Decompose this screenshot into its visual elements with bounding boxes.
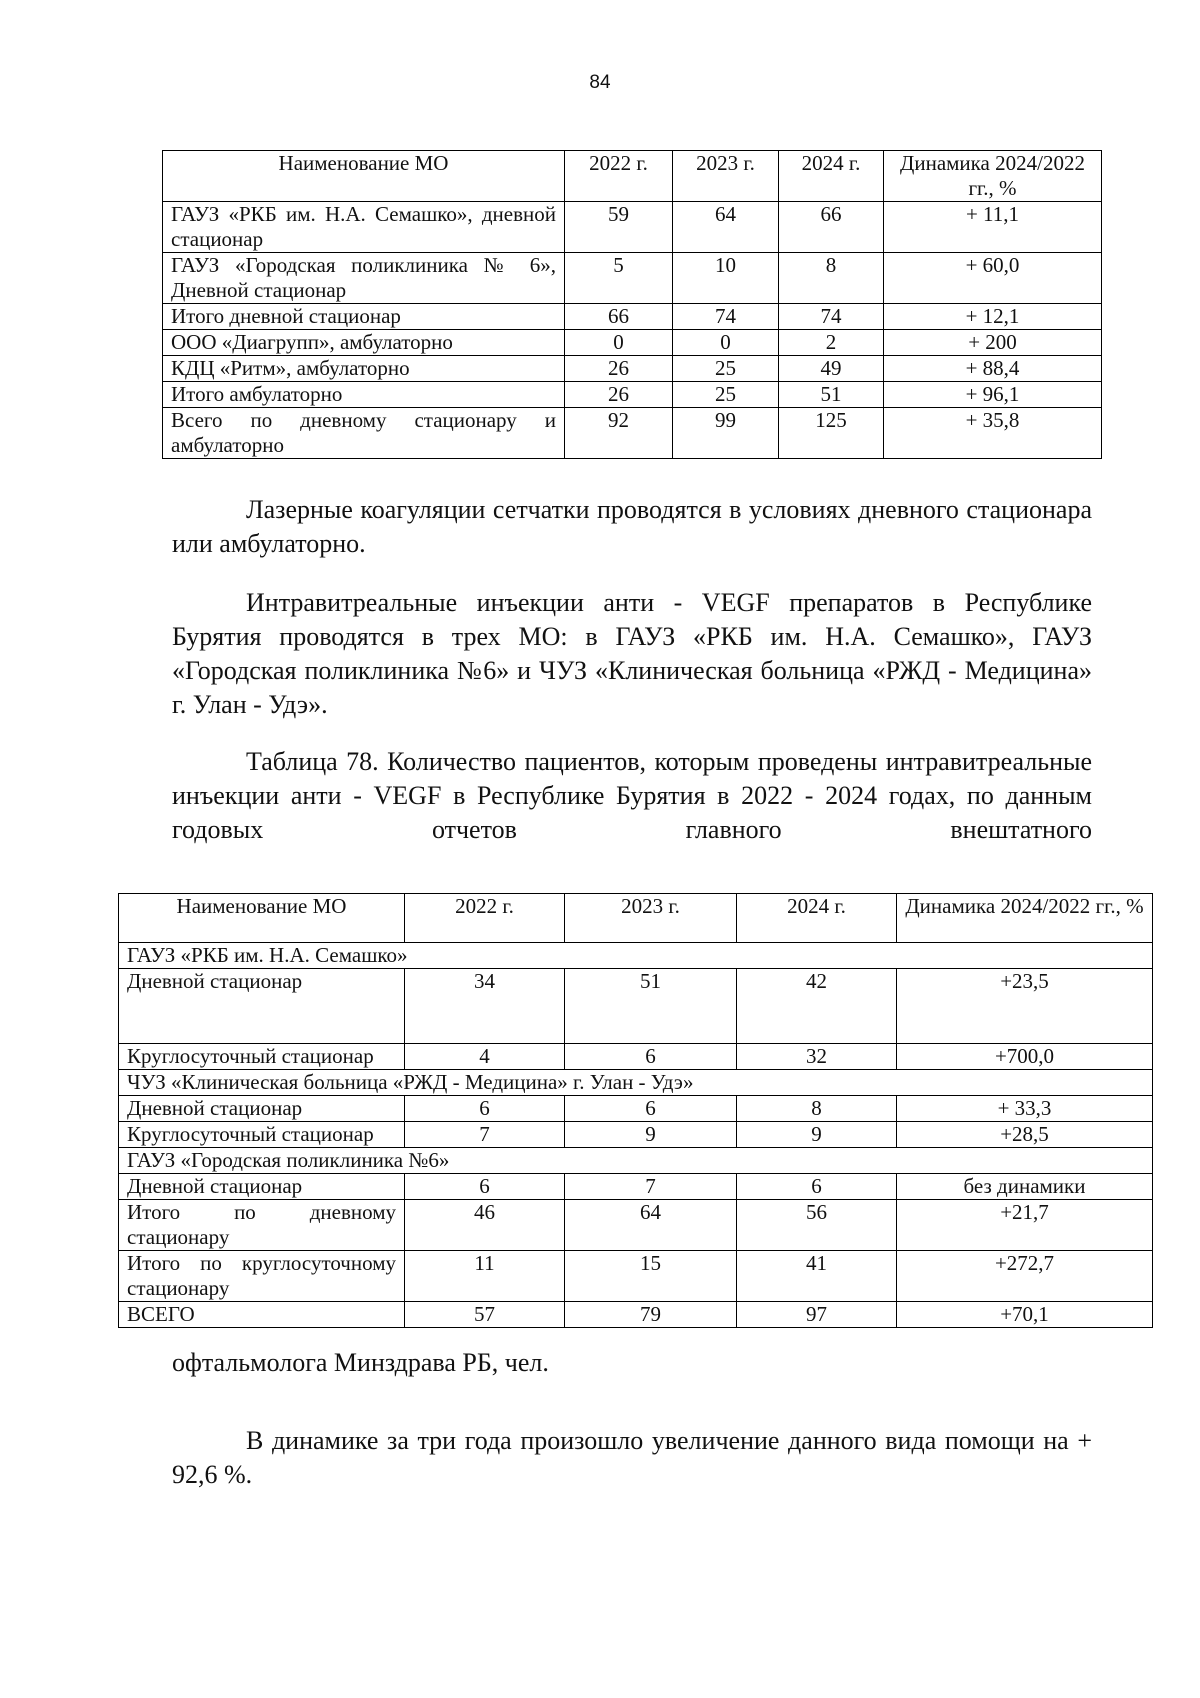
cell-2024: 42 [737, 969, 897, 1044]
cell-2024: 51 [779, 382, 884, 408]
cell-2022: 4 [405, 1044, 565, 1070]
paragraph-dynamics: В динамике за три года произошло увеличение данного вида помощи на + 92,6 %. [172, 1426, 1092, 1489]
row-name: ГАУЗ «Городская поликлиника № 6», Дневной стационар [163, 253, 565, 304]
cell-2024: 97 [737, 1302, 897, 1328]
row-name: КДЦ «Ритм», амбулаторно [163, 356, 565, 382]
cell-2022: 6 [405, 1174, 565, 1200]
col-header-2022: 2022 г. [405, 894, 565, 943]
table-row [119, 1174, 1153, 1200]
table-header-row [119, 894, 1153, 943]
table-row [163, 330, 1102, 356]
cell-2023: 64 [565, 1200, 737, 1251]
cell-2024: 49 [779, 356, 884, 382]
col-header-2024: 2024 г. [737, 894, 897, 943]
cell-2022: 59 [565, 202, 673, 253]
row-name: Всего по дневному стационару и амбулаторно [163, 408, 565, 459]
cell-2022: 26 [565, 382, 673, 408]
cell-2022: 5 [565, 253, 673, 304]
row-name: Дневной стационар [119, 969, 405, 1044]
cell-2023: 25 [673, 356, 779, 382]
col-header-dynamics: Динамика 2024/2022 гг., % [897, 894, 1153, 943]
cell-dynamics: без динамики [897, 1174, 1153, 1200]
cell-2023: 15 [565, 1251, 737, 1302]
row-name: Дневной стационар [119, 1174, 405, 1200]
row-name: Итого по дневному стационару [119, 1200, 405, 1251]
group-title: ГАУЗ «РКБ им. Н.А. Семашко» [119, 943, 1153, 969]
col-header-2022: 2022 г. [565, 151, 673, 202]
cell-dynamics: + 88,4 [884, 356, 1102, 382]
cell-2024: 66 [779, 202, 884, 253]
cell-2024: 8 [779, 253, 884, 304]
cell-dynamics: +700,0 [897, 1044, 1153, 1070]
cell-dynamics: +21,7 [897, 1200, 1153, 1251]
row-name: Итого амбулаторно [163, 382, 565, 408]
cell-2023: 64 [673, 202, 779, 253]
paragraph-laser: Лазерные коагуляции сетчатки проводятся в условиях дневного стационара или амбулаторно. [172, 495, 1092, 558]
table-vegf-injections [118, 893, 1153, 1328]
table-row [119, 1044, 1153, 1070]
group-title: ГАУЗ «Городская поликлиника №6» [119, 1148, 1153, 1174]
cell-2024: 125 [779, 408, 884, 459]
table-row [163, 304, 1102, 330]
col-header-name: Наименование МО [119, 894, 405, 943]
table-row [163, 253, 1102, 304]
cell-dynamics: + 35,8 [884, 408, 1102, 459]
cell-2022: 7 [405, 1122, 565, 1148]
row-name: ВСЕГО [119, 1302, 405, 1328]
table-row [163, 356, 1102, 382]
paragraph-injections: Интравитреальные инъекции анти - VEGF препаратов в Республике Бурятия проводятся в трех МО: в ГАУЗ «РКБ им. Н.А. Семашко», ГАУЗ «Городская поликлиника №6» и ЧУЗ «Клиническая больница «РЖД - Медицина» г. Улан - Удэ». [172, 588, 1092, 719]
total-row [119, 1251, 1153, 1302]
cell-2022: 0 [565, 330, 673, 356]
cell-dynamics: + 12,1 [884, 304, 1102, 330]
cell-2024: 9 [737, 1122, 897, 1148]
cell-2023: 25 [673, 382, 779, 408]
row-name: Круглосуточный стационар [119, 1122, 405, 1148]
total-row [119, 1200, 1153, 1251]
table-row [119, 1096, 1153, 1122]
table-row [163, 202, 1102, 253]
cell-dynamics: +272,7 [897, 1251, 1153, 1302]
group-row [119, 1148, 1153, 1174]
cell-2023: 6 [565, 1044, 737, 1070]
cell-dynamics: +23,5 [897, 969, 1153, 1044]
cell-dynamics: + 33,3 [897, 1096, 1153, 1122]
col-header-name: Наименование МО [163, 151, 565, 202]
table-row [163, 408, 1102, 459]
cell-2022: 26 [565, 356, 673, 382]
row-name: Дневной стационар [119, 1096, 405, 1122]
cell-2023: 51 [565, 969, 737, 1044]
cell-dynamics: +70,1 [897, 1302, 1153, 1328]
row-name: Круглосуточный стационар [119, 1044, 405, 1070]
col-header-2024: 2024 г. [779, 151, 884, 202]
cell-2023: 0 [673, 330, 779, 356]
cell-2023: 74 [673, 304, 779, 330]
table-caption-tail: офтальмолога Минздрава РБ, чел. [172, 1348, 549, 1377]
table-row [163, 382, 1102, 408]
cell-2022: 6 [405, 1096, 565, 1122]
table-caption: Таблица 78. Количество пациентов, которым проведены интравитреальные инъекции анти - VEGF в Республике Бурятия в 2022 - 2024 годах, по данным годовых отчетов главного внештатного [172, 747, 1092, 844]
cell-dynamics: + 96,1 [884, 382, 1102, 408]
table-header-row [163, 151, 1102, 202]
row-name: Итого по круглосуточному стационару [119, 1251, 405, 1302]
row-name: ООО «Диагрупп», амбулаторно [163, 330, 565, 356]
cell-2023: 9 [565, 1122, 737, 1148]
group-row [119, 943, 1153, 969]
cell-2024: 6 [737, 1174, 897, 1200]
table-day-hospital [162, 150, 1102, 459]
cell-2023: 79 [565, 1302, 737, 1328]
cell-dynamics: +28,5 [897, 1122, 1153, 1148]
cell-2022: 92 [565, 408, 673, 459]
table-row [119, 969, 1153, 1044]
row-name: Итого дневной стационар [163, 304, 565, 330]
cell-2024: 32 [737, 1044, 897, 1070]
cell-dynamics: + 11,1 [884, 202, 1102, 253]
col-header-dynamics: Динамика 2024/2022 гг., % [884, 151, 1102, 202]
cell-2023: 6 [565, 1096, 737, 1122]
cell-2022: 46 [405, 1200, 565, 1251]
cell-2024: 8 [737, 1096, 897, 1122]
row-name: ГАУЗ «РКБ им. Н.А. Семашко», дневной стационар [163, 202, 565, 253]
cell-2023: 7 [565, 1174, 737, 1200]
total-row [119, 1302, 1153, 1328]
group-title: ЧУЗ «Клиническая больница «РЖД - Медицина» г. Улан - Удэ» [119, 1070, 1153, 1096]
cell-2024: 41 [737, 1251, 897, 1302]
cell-2022: 66 [565, 304, 673, 330]
group-row [119, 1070, 1153, 1096]
cell-2024: 56 [737, 1200, 897, 1251]
col-header-2023: 2023 г. [673, 151, 779, 202]
cell-2022: 57 [405, 1302, 565, 1328]
table-row [119, 1122, 1153, 1148]
cell-2024: 2 [779, 330, 884, 356]
cell-dynamics: + 60,0 [884, 253, 1102, 304]
col-header-2023: 2023 г. [565, 894, 737, 943]
cell-2022: 11 [405, 1251, 565, 1302]
cell-dynamics: + 200 [884, 330, 1102, 356]
page-number: 84 [589, 72, 611, 93]
cell-2023: 10 [673, 253, 779, 304]
cell-2022: 34 [405, 969, 565, 1044]
cell-2023: 99 [673, 408, 779, 459]
cell-2024: 74 [779, 304, 884, 330]
